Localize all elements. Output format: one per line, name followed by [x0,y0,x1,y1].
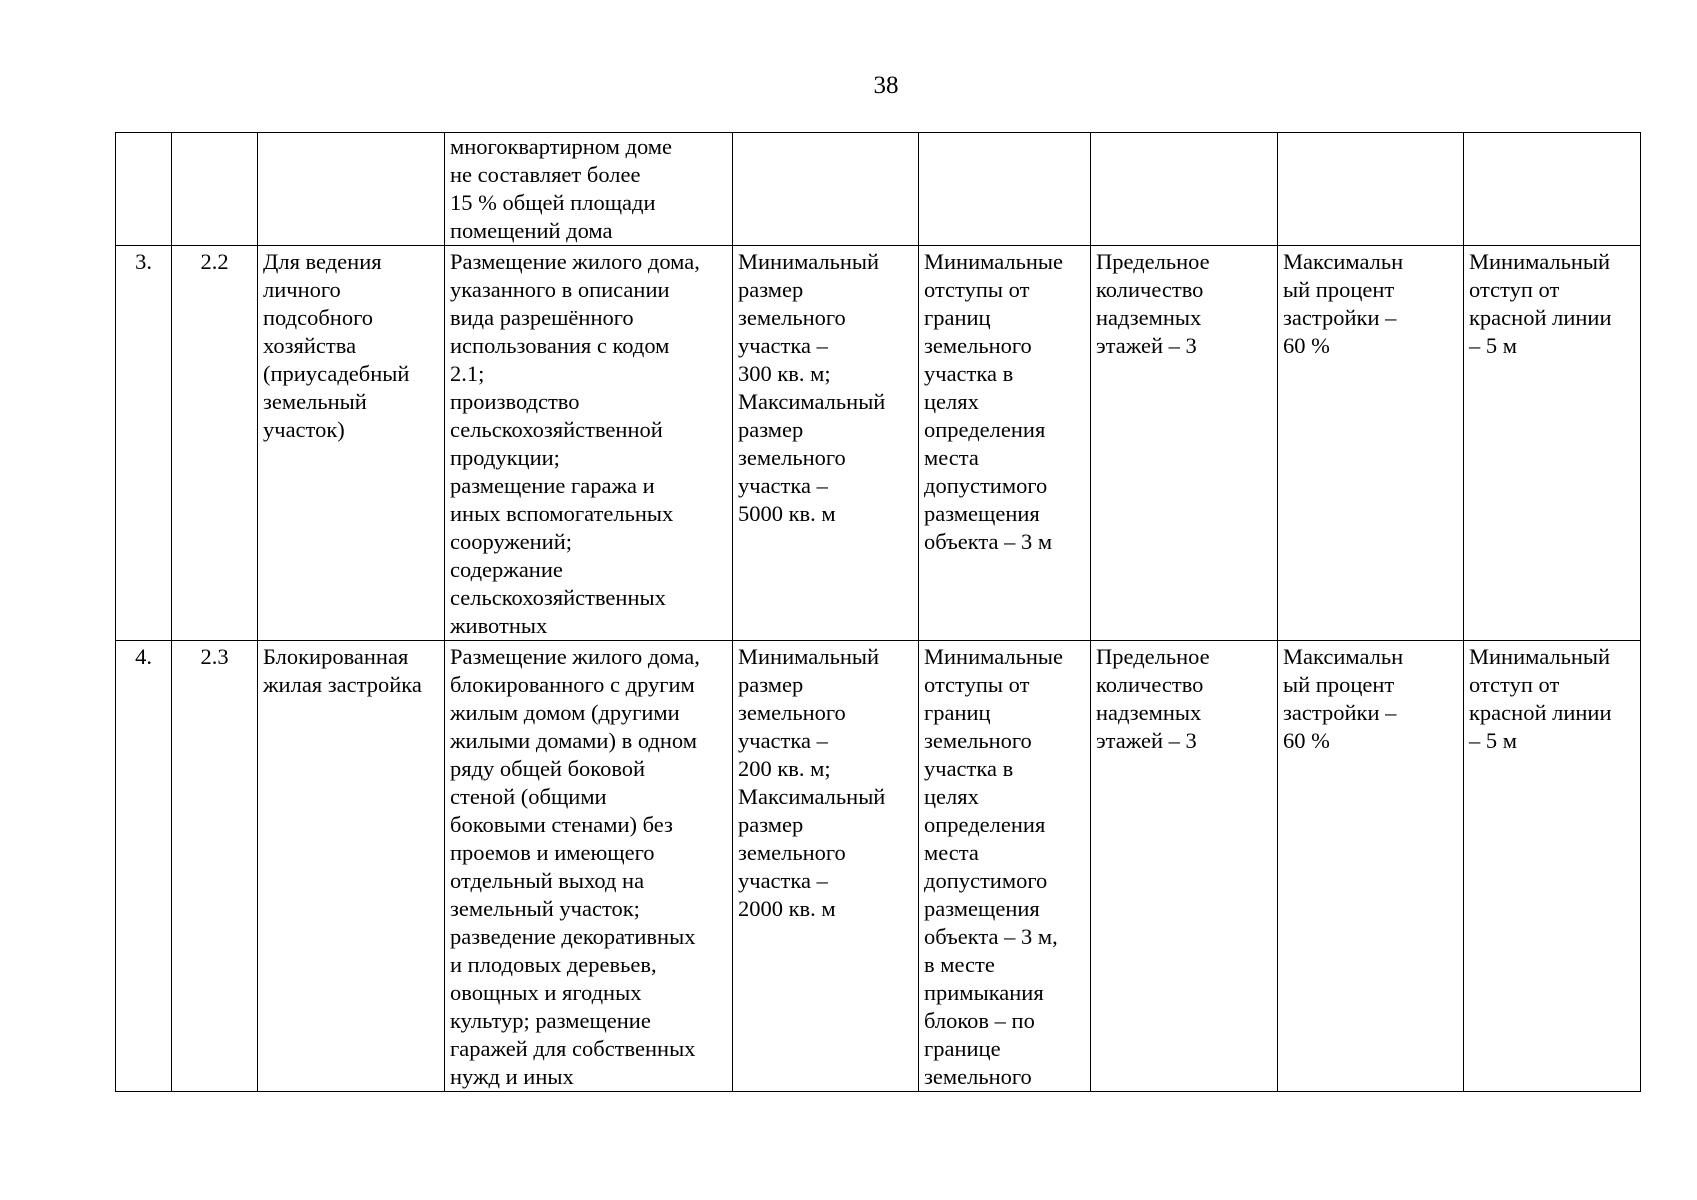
row-number-cell: 3. [116,246,172,641]
table-row [116,641,1641,1092]
red-line-cell: Минимальный отступ от красной линии – 5 м [1464,246,1641,641]
floors-cell: Предельное количество надземных этажей – 3 [1091,641,1278,1092]
use-code-cell: 2.3 [172,641,258,1092]
page-number: 38 [873,72,899,99]
plot-size-cell [733,133,919,246]
use-name-cell: Блокированная жилая застройка [258,641,445,1092]
table-row [116,246,1641,641]
use-code-cell [172,133,258,246]
setbacks-cell: Минимальные отступы от границ земельного участка в целях определения места допустимого размещения объекта – 3 м [919,246,1091,641]
coverage-cell: Максимальн ый процент застройки – 60 % [1278,246,1464,641]
floors-cell: Предельное количество надземных этажей – 3 [1091,246,1278,641]
setbacks-cell [919,133,1091,246]
coverage-cell [1278,133,1464,246]
use-description-cell: многоквартирном доме не составляет более 15 % общей площади помещений дома [445,133,733,246]
zoning-table [115,132,1641,1092]
use-name-cell [258,133,445,246]
use-description-cell: Размещение жилого дома, блокированного с другим жилым домом (другими жилыми домами) в одном ряду общей боковой стеной (общими боковыми стенами) без проемов и имеющего отдельный выход на земельный участок; разведение декоративных и плодовых деревьев, овощных и ягодных культур; размещение гаражей для собственных нужд и иных [445,641,733,1092]
use-name-cell: Для ведения личного подсобного хозяйства (приусадебный земельный участок) [258,246,445,641]
red-line-cell [1464,133,1641,246]
setbacks-cell: Минимальные отступы от границ земельного участка в целях определения места допустимого размещения объекта – 3 м, в месте примыкания блоков – по границе земельного [919,641,1091,1092]
row-number-cell: 4. [116,641,172,1092]
plot-size-cell: Минимальный размер земельного участка – 300 кв. м; Максимальный размер земельного участка – 5000 кв. м [733,246,919,641]
floors-cell [1091,133,1278,246]
use-description-cell: Размещение жилого дома, указанного в описании вида разрешённого использования с кодом 2.1; производство сельскохозяйственной продукции; размещение гаража и иных вспомогательных сооружений; содержание сельскохозяйственных животных [445,246,733,641]
red-line-cell: Минимальный отступ от красной линии – 5 м [1464,641,1641,1092]
use-code-cell: 2.2 [172,246,258,641]
row-number-cell [116,133,172,246]
plot-size-cell: Минимальный размер земельного участка – 200 кв. м; Максимальный размер земельного участка – 2000 кв. м [733,641,919,1092]
table-row [116,133,1641,246]
coverage-cell: Максимальн ый процент застройки – 60 % [1278,641,1464,1092]
